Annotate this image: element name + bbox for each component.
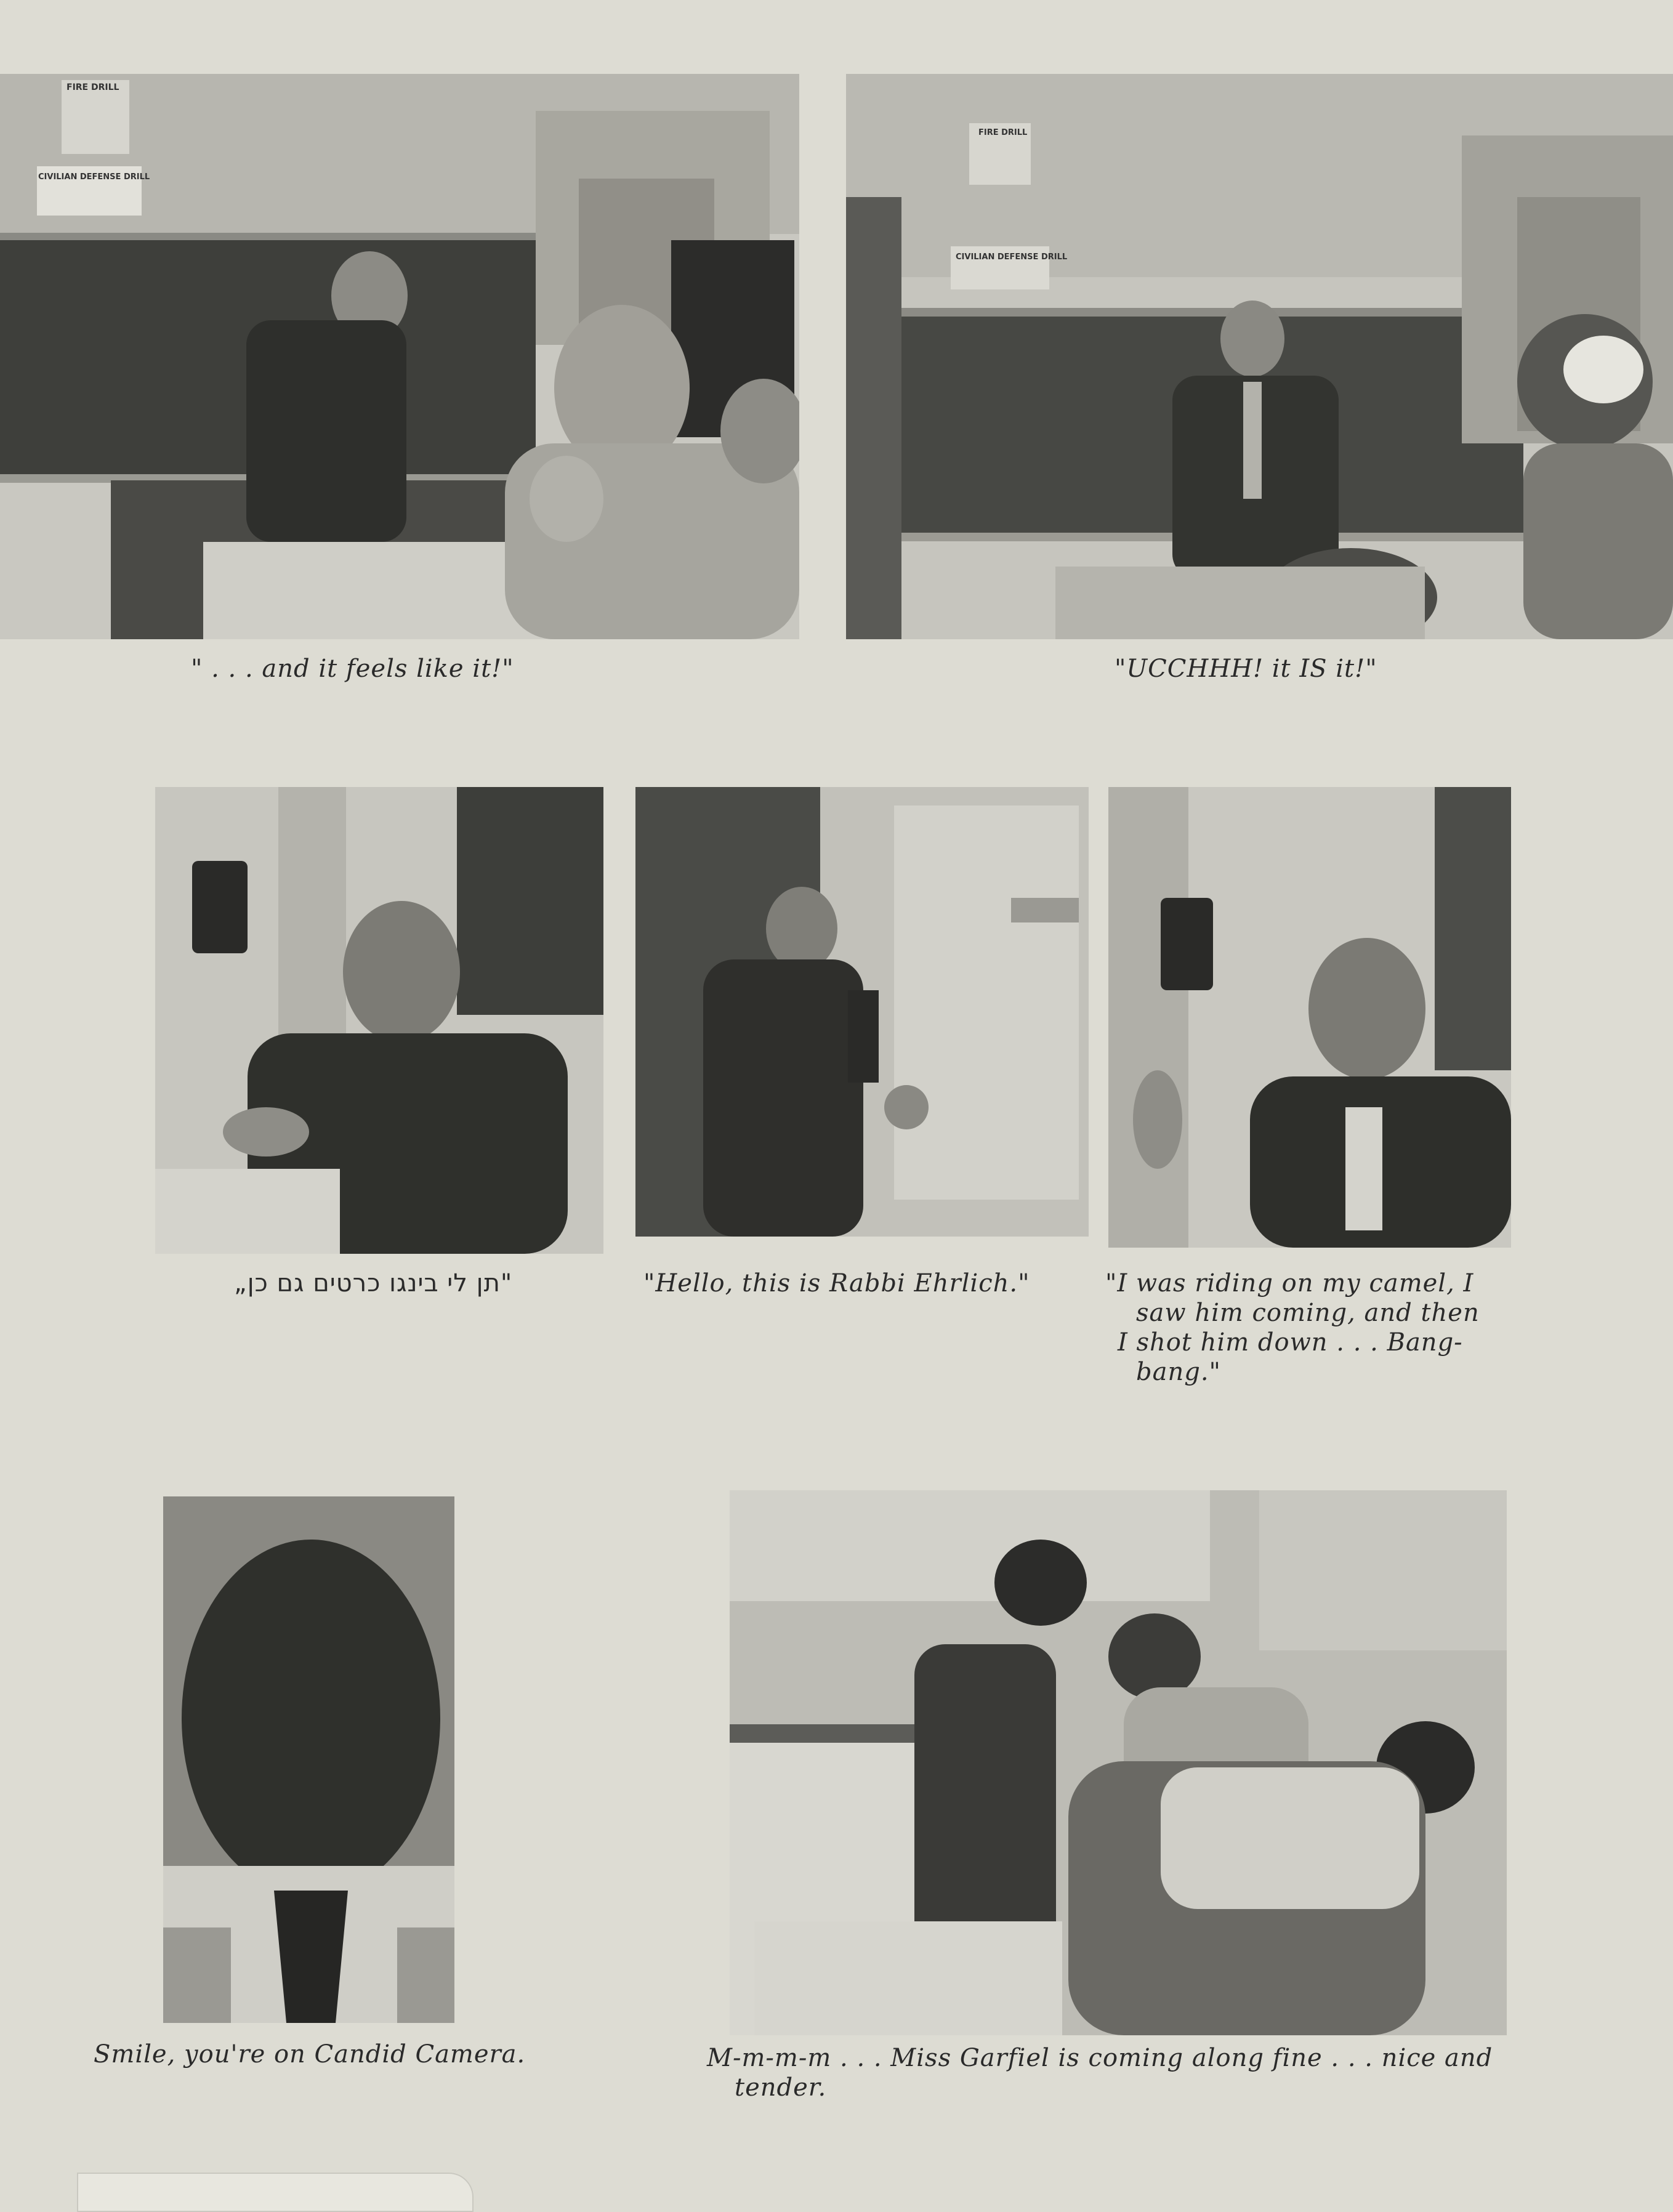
- caption-line: "I was riding on my camel, I: [1105, 1269, 1474, 1298]
- caption-line: M-m-m-m . . . Miss Garfiel is coming along fine . . . nice and: [707, 2044, 1493, 2072]
- caption-teacher-camel: [1105, 1269, 1536, 1387]
- classroom-photo-right: [846, 74, 1673, 639]
- caption-classroom-right: "UCCHHH! it IS it!": [1115, 655, 1377, 683]
- classroom-photo-left: [0, 74, 799, 639]
- caption-portrait: Smile, you're on Candid Camera.: [94, 2040, 526, 2069]
- rabbi-phone-photo: [635, 787, 1089, 1237]
- caption-kitchen: [707, 2043, 1569, 2102]
- civilian-defense-sign: CIVILIAN DEFENSE DRILL: [38, 172, 150, 182]
- teacher-phone-photo: [155, 787, 603, 1254]
- civilian-defense-sign: CIVILIAN DEFENSE DRILL: [956, 252, 1068, 262]
- caption-teacher-phone: "תן לי בינגו כרטים גם כן„: [234, 1269, 513, 1298]
- kitchen-photo: [730, 1490, 1507, 2035]
- fire-drill-sign: FIRE DRILL: [67, 83, 119, 92]
- caption-line: saw him coming, and then: [1136, 1299, 1480, 1327]
- caption-line: I shot him down . . . Bang-: [1118, 1328, 1463, 1357]
- teacher-camel-photo: [1108, 787, 1511, 1248]
- portrait-photo: [163, 1496, 454, 2023]
- caption-rabbi-phone: "Hello, this is Rabbi Ehrlich.": [643, 1269, 1030, 1298]
- caption-classroom-left: " . . . and it feels like it!": [191, 655, 514, 683]
- fire-drill-sign: FIRE DRILL: [978, 128, 1028, 137]
- caption-line: bang.": [1136, 1358, 1221, 1386]
- caption-line: tender.: [735, 2073, 827, 2102]
- page-corner-tab: [77, 2173, 474, 2212]
